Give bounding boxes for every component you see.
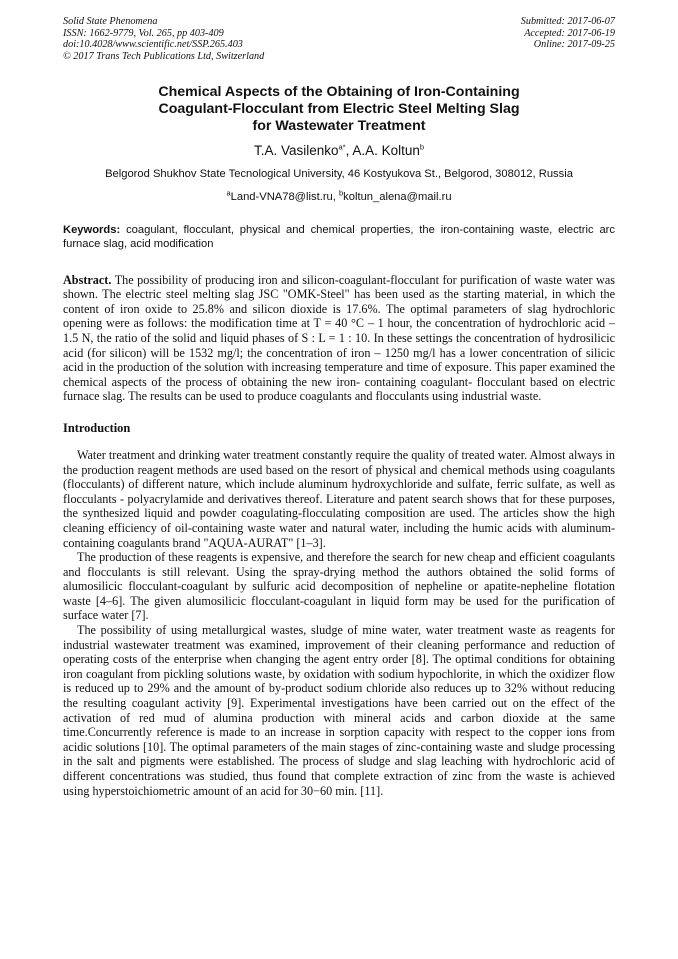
title-line-2: Coagulant-Flocculant from Electric Steel Melting Slag xyxy=(158,101,520,117)
journal-issn: ISSN: 1662-9779, Vol. 265, pp 403-409 xyxy=(63,27,224,39)
author-list xyxy=(63,142,615,159)
author-separator: , xyxy=(345,143,353,158)
affiliation: Belgorod Shukhov State Tecnological University, 46 Kostyukova St., Belgorod, 308012, Russia xyxy=(105,168,573,180)
author-2: A.A. Koltun xyxy=(352,143,420,158)
author-2-marker: b xyxy=(419,142,425,152)
accepted-date: Accepted: 2017-06-19 xyxy=(524,27,615,39)
journal-header xyxy=(63,16,615,62)
keywords-text: coagulant, flocculant, physical and chemical properties, the iron-containing waste, electric arc furnace slag, acid modification xyxy=(63,224,615,250)
keywords-label: Keywords: xyxy=(63,224,121,236)
author-1-marker: a* xyxy=(338,142,346,152)
journal-copyright: © 2017 Trans Tech Publications Ltd, Switzerland xyxy=(63,50,265,62)
introduction-heading: Introduction xyxy=(63,420,131,435)
title-line-1: Chemical Aspects of the Obtaining of Iron-Containing xyxy=(158,84,520,100)
online-date: Online: 2017-09-25 xyxy=(533,39,615,50)
keywords xyxy=(63,224,615,252)
paper-title xyxy=(63,84,615,135)
email-a-marker: a xyxy=(226,188,231,198)
title-line-3: for Wastewater Treatment xyxy=(252,118,426,134)
email-b-marker: b xyxy=(339,188,344,198)
introduction-body xyxy=(63,448,615,798)
abstract-label: Abstract. xyxy=(63,272,112,287)
author-emails xyxy=(63,190,615,204)
abstract-text: The possibility of producing iron and silicon-coagulant-flocculant for purification of waste water was shown. The electric steel melting slag JSC "OMK-Steel" has been used as the starting material, in which the content of iron oxide to 25.8% and silicon dioxide is 17.6%. The optimal parameters of slag hydrochloric opening were as follows: the modification time at T = 40 °C – 1 hour, the concentration of hydrochloric acid – 1.5 N, the ratio of the solid and liquid phases of S : L = 1 : 10. In these settings the concentration of hydrosilicic acid (for silicon) will be 1532 mg/l; the concentration of iron – 1250 mg/l has a lower concentration of silicic acid in the production of the solution with increasing temperature and time of exposure. This paper examined the chemical aspects of the process of obtaining the new iron- containing coagulant- flocculant based on electric furnace slag. The results can be used to produce coagulants and flocculants using industrial waste. xyxy=(63,272,615,404)
publication-dates xyxy=(521,16,615,62)
email-b[interactable]: koltun_alena@mail.ru xyxy=(343,191,452,203)
journal-info xyxy=(63,16,264,62)
intro-paragraph-2: The production of these reagents is expensive, and therefore the search for new cheap and efficient coagulants and flocculants is still relevant. Using the spray-drying method the authors obtained the solid forms of alumosilicic flocculant-coagulant by sulfuric acid decomposition of nepheline or apatite-nepheline flotation waste [4–6]. The given alumosilicic flocculant-coagulant in liquid form may be used for the purification of surface water [7]. xyxy=(63,550,615,623)
submitted-date: Submitted: 2017-06-07 xyxy=(520,16,615,27)
abstract xyxy=(63,273,615,404)
intro-paragraph-1: Water treatment and drinking water treatment constantly require the quality of treated water. Almost always in the production reagent methods are used based on the resort of physical and chemical methods using coagulants (flocculants) of different nature, which include aluminum hydroxychloride and sulfate, ferric sulfate, as well as flocculants - polyacrylamide and derivatives thereof. Literature and patent search shows that for these purposes, the synthesized liquid and powder coagulating-flocculating composition are used. The articles show the high cleaning efficiency of oil-containing waste water and natural water, including the humic acids with aluminum-containing coagulants brand "AQUA-AURAT" [1–3]. xyxy=(63,447,615,550)
email-separator: , xyxy=(332,191,339,203)
author-1: T.A. Vasilenko xyxy=(253,143,339,158)
intro-paragraph-3: The possibility of using metallurgical wastes, sludge of mine water, water treatment waste as reagents for industrial wastewater treatment was examined, improvement of their cleaning performance and reduction of operating costs of the enterprise when changing the agent entry order [8]. The optimal conditions for obtaining iron coagulant from pickling solutions waste, by oxidation with sodium hypochlorite, in which the oxidizer flow is reduced up to 29% and the amount of by-product sodium chloride also reduces up to 32% without reducing the resulting coagulant activity [9]. Experimental investigations have been carried out on the effect of the activation of red mud of alumina production with mineral acids and carbon dioxide at the same time.Concurrently reference is made to an increase in sorption capacity with respect to the copper ions from acidic solutions [10]. The optimal parameters of the main stages of zinc-containing waste and sludge processing in the salt and pigments were established. The process of sludge and slag leaching with hydrochloric acid of different concentrations was studied, thus found that complete extraction of zinc from the waste is achieved using hyperstoichiometric amount of an acid for 30−60 min. [11]. xyxy=(63,623,615,798)
journal-name: Solid State Phenomena xyxy=(63,16,158,27)
email-a[interactable]: Land-VNA78@list.ru xyxy=(230,191,333,203)
journal-doi: doi:10.4028/www.scientific.net/SSP.265.403 xyxy=(63,39,243,50)
